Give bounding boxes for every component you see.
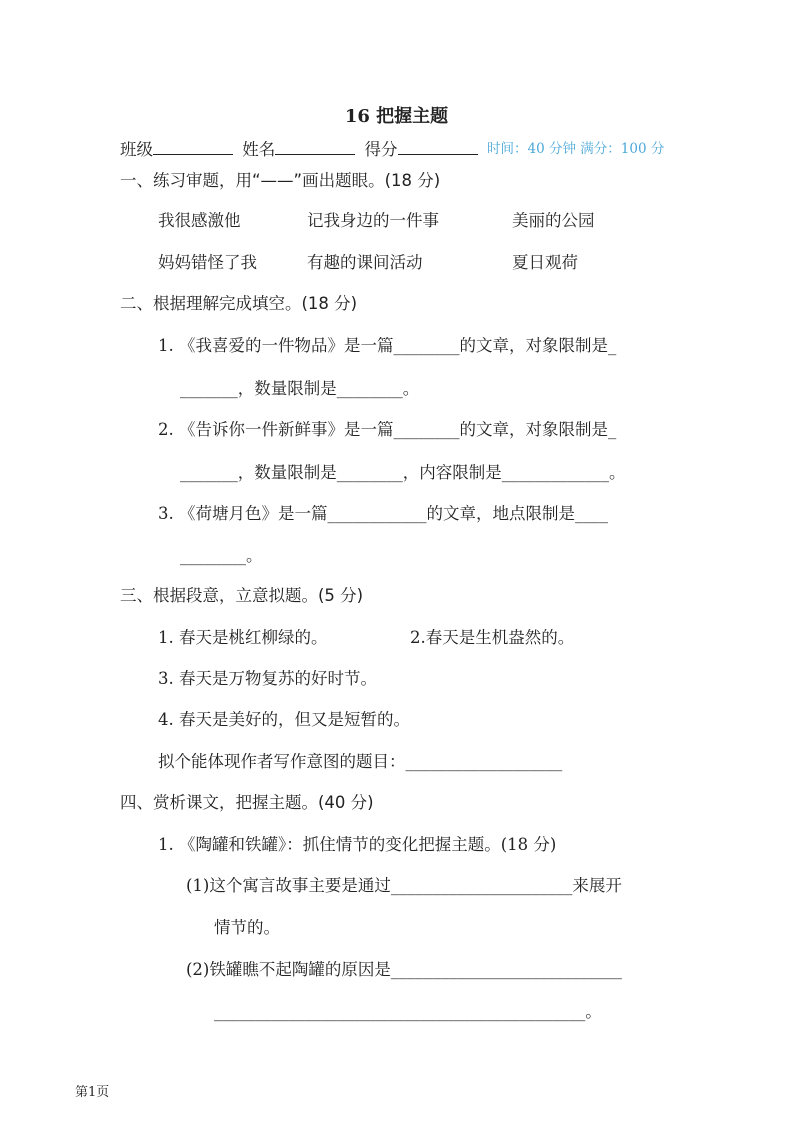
score-field[interactable] — [398, 138, 478, 155]
question-line: _______，数量限制是________。 — [180, 379, 420, 398]
topic-item: 夏日观荷 — [512, 253, 578, 272]
page-number: 第1页 — [75, 1085, 110, 1100]
topic-item: 记我身边的一件事 — [307, 211, 439, 230]
name-field[interactable] — [275, 138, 355, 155]
section-4-heading: 四、赏析课文，把握主题。(40 分) — [120, 793, 374, 812]
question-line: (1)这个寓言故事主要是通过______________________来展开 — [186, 876, 622, 895]
section-1-heading: 一、练习审题，用“——”画出题眼。(18 分) — [120, 171, 441, 190]
section-2-heading: 二、根据理解完成填空。(18 分) — [120, 294, 358, 313]
topic-item: 有趣的课间活动 — [307, 253, 423, 272]
topic-item: 我很感激他 — [158, 211, 241, 230]
question-line: 2. 《告诉你一件新鲜事》是一篇________的文章，对象限制是_ — [158, 420, 617, 439]
question-line: 情节的。 — [214, 918, 280, 937]
question-line: _______，数量限制是________，内容限制是_____________。 — [180, 463, 626, 482]
question-line: 3. 春天是万物复苏的好时节。 — [158, 669, 377, 688]
question-line: 1. 《我喜爱的一件物品》是一篇________的文章，对象限制是_ — [158, 336, 617, 355]
question-line: ________。 — [180, 546, 263, 565]
question-line: _____________________________________________。 — [214, 1002, 602, 1021]
exam-info: 时间：40 分钟 满分：100 分 — [487, 141, 665, 157]
student-info-row — [120, 138, 478, 161]
class-label: 班级 — [120, 140, 153, 159]
topic-item: 美丽的公园 — [512, 211, 595, 230]
page-title: 16 把握主题 — [344, 106, 449, 127]
topic-item: 妈妈错怪了我 — [158, 253, 257, 272]
class-field[interactable] — [153, 138, 233, 155]
question-line: (2)铁罐瞧不起陶罐的原因是____________________________ — [186, 960, 622, 979]
question-line: 1. 《陶罐和铁罐》：抓住情节的变化把握主题。(18 分) — [158, 835, 557, 854]
question-line: 2.春天是生机盎然的。 — [410, 628, 575, 647]
question-line: 4. 春天是美好的，但又是短暂的。 — [158, 710, 410, 729]
question-line: 3. 《荷塘月色》是一篇____________的文章，地点限制是____ — [158, 504, 608, 523]
title-answer-line: 拟个能体现作者写作意图的题目：___________________ — [158, 752, 563, 771]
name-label: 姓名 — [242, 140, 276, 159]
score-label: 得分 — [364, 140, 398, 159]
question-line: 1. 春天是桃红柳绿的。 — [158, 628, 328, 647]
section-3-heading: 三、根据段意，立意拟题。(5 分) — [120, 586, 364, 605]
